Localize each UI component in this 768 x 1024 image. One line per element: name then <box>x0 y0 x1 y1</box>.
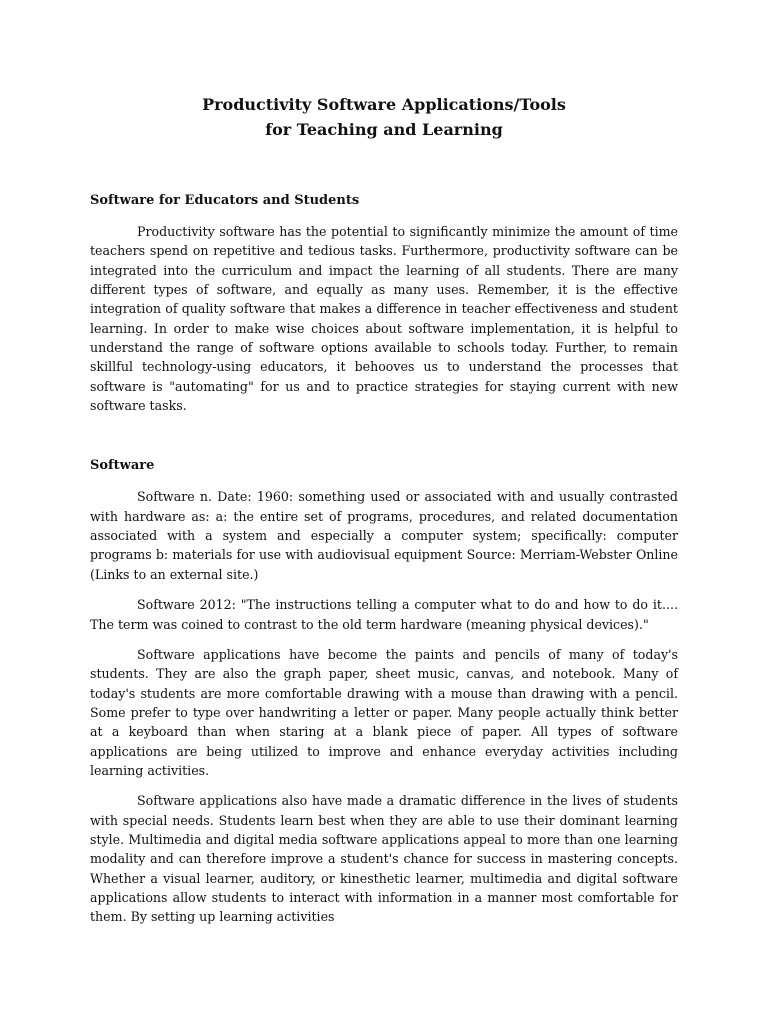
paragraph-productivity: Productivity software has the potential to significantly minimize the amount of time teachers spend on repetitive and tedious tasks. Furthermore, productivity software can be integrated into the curriculum and impact the learning of all students. There are many different types of software, and equally as many uses. Remember, it is the effective integration of quality software that makes a difference in teacher effectiveness and student learning. In order to make wise choices about software implementation, it is helpful to understand the range of software options available to schools today. Further, to remain skillful technology-using educators, it behooves us to understand the processes that software is "automating" for us and to practice strategies for staying current with new software tasks. <box>90 224 678 414</box>
paragraph-special-needs: Software applications also have made a dramatic difference in the lives of students with special needs. Students learn best when they are able to use their dominant learning style. Multimedia and digital media software applications appeal to more than one learning modality and can therefore improve a student's chance for success in mastering concepts. Whether a visual learner, auditory, or kinesthetic learner, multimedia and digital software applications allow students to interact with information in a manner most comfortable for them. By setting up learning activities <box>90 793 678 925</box>
paragraph-definition: Software n. Date: 1960: something used or associated with and usually contrasted with hardware as: a: the entire set of programs, procedures, and related documentation associated with a system and especially a computer system; specifically: computer programs b: materials for use with audiovisual equipment Source: Merriam-Webster Online (Links to an external site.) <box>90 489 678 582</box>
paragraph-paints-pencils: Software applications have become the paints and pencils of many of today's students. They are also the graph paper, sheet music, canvas, and notebook. Many of today's students are more comfortable drawing with a mouse than drawing with a pencil. Some prefer to type over handwriting a letter or paper. Many people actually think better at a keyboard than when staring at a blank piece of paper. All types of software applications are being utilized to improve and enhance everyday activities including learning activities. <box>90 646 678 778</box>
section-heading-software: Software <box>90 458 155 474</box>
section-heading-educators: Software for Educators and Students <box>90 193 360 208</box>
title-line-2: for Teaching and Learning <box>265 120 503 139</box>
document-page <box>90 92 678 927</box>
title-line-1: Productivity Software Applications/Tools <box>202 95 566 114</box>
document-title <box>90 92 678 142</box>
paragraph-software-2012: Software 2012: "The instructions telling a computer what to do and how to do it.... The term was coined to contrast to the old term hardware (meaning physical devices)." <box>90 597 678 632</box>
